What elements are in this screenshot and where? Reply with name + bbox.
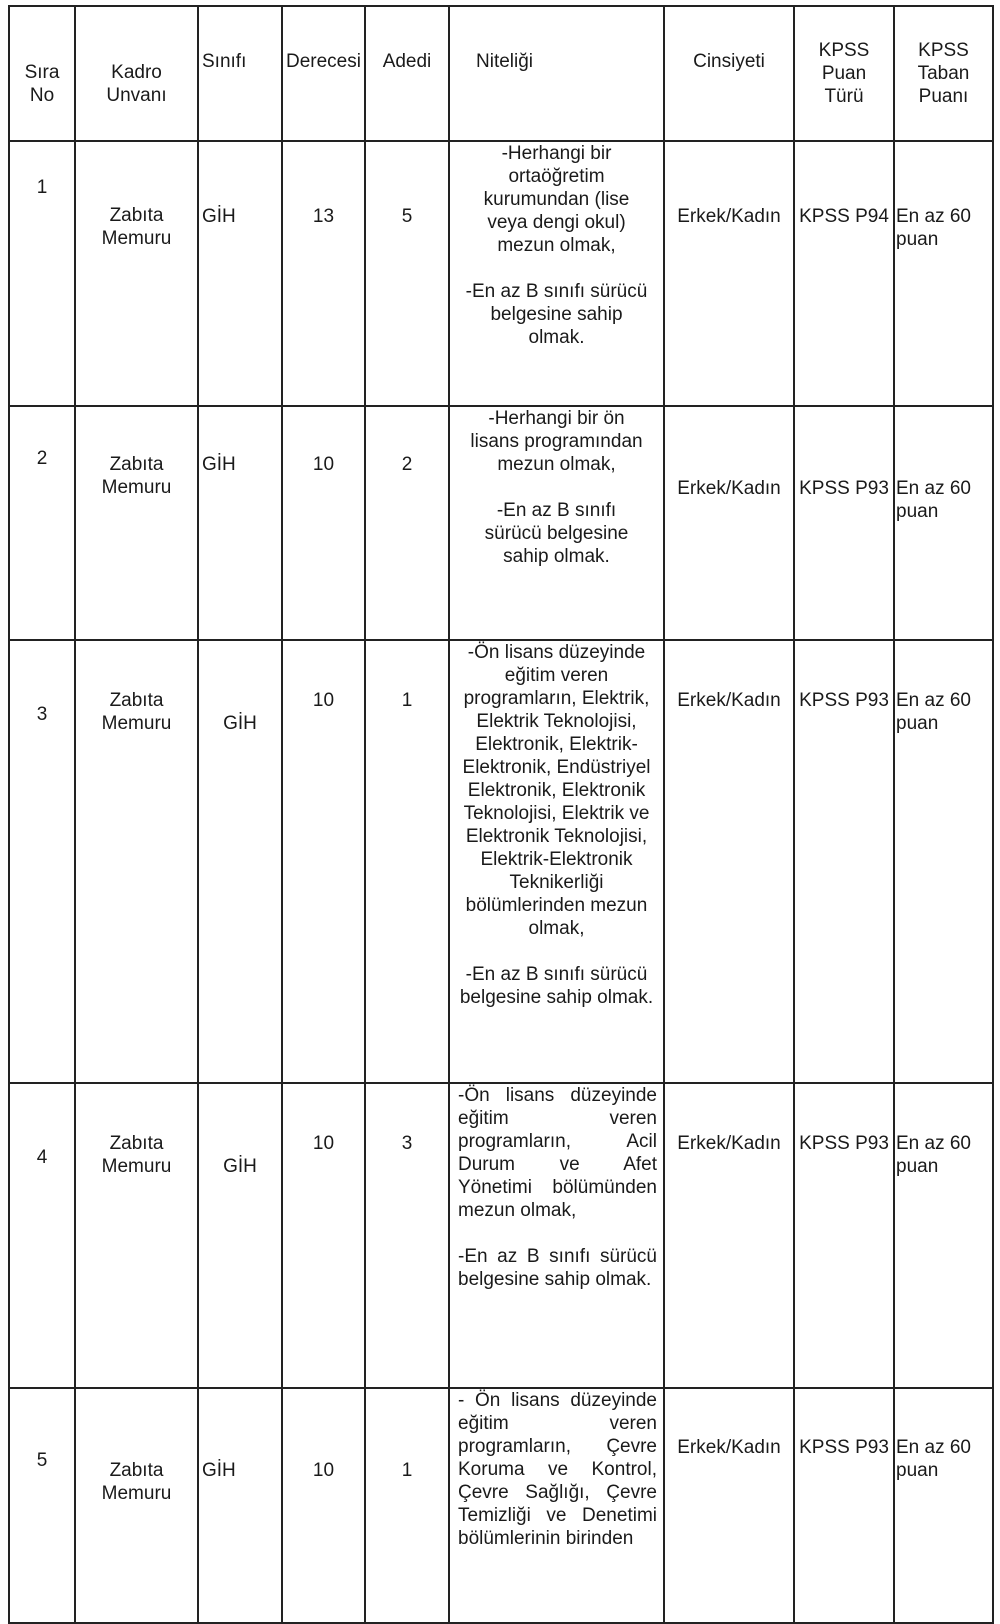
derecesi-cell: 10 [282,406,365,640]
puan-turu-cell: KPSS P93 [794,1083,894,1388]
adedi-cell: 3 [365,1083,449,1388]
niteligi-cell [449,1083,664,1388]
table-row [9,141,993,406]
sira-no-cell: 5 [9,1388,75,1623]
sira-no-cell: 3 [9,640,75,1083]
header-cinsiyeti: Cinsiyeti [664,6,794,141]
kadro-unvani-cell: Zabıta Memuru [75,1083,198,1388]
header-sira-no: Sıra No [9,6,75,141]
nitelik-text: -Herhangi bir ortaöğretim kurumundan (lise veya dengi okul) mezun olmak, [483,143,630,256]
header-kadro-unvani: Kadro Unvanı [75,6,198,141]
cinsiyeti-cell: Erkek/Kadın [664,1388,794,1623]
nitelik-text: -Herhangi bir ön lisans programından mezun olmak, [470,408,643,475]
cinsiyeti-cell: Erkek/Kadın [664,141,794,406]
niteligi-cell [449,640,664,1083]
taban-puani-cell: En az 60 puan [894,1388,993,1623]
taban-puani-cell: En az 60 puan [894,406,993,640]
puan-turu-cell: KPSS P94 [794,141,894,406]
job-positions-table [8,5,994,1624]
header-sinifi: Sınıfı [198,6,282,141]
header-derecesi: Derecesi [282,6,365,141]
puan-turu-cell: KPSS P93 [794,640,894,1083]
derecesi-cell: 10 [282,1388,365,1623]
cinsiyeti-cell: Erkek/Kadın [664,406,794,640]
table-row [9,640,993,1083]
sinifi-cell: GİH [198,1388,282,1623]
sinifi-cell: GİH [198,406,282,640]
nitelik-text: -En az B sınıfı sürücü belgesine sahip olmak. [484,500,629,567]
derecesi-cell: 10 [282,1083,365,1388]
adedi-cell: 1 [365,1388,449,1623]
table-row [9,1388,993,1623]
niteligi-cell [449,141,664,406]
cinsiyeti-cell: Erkek/Kadın [664,640,794,1083]
header-adedi: Adedi [365,6,449,141]
nitelik-text: -Ön lisans düzeyinde eğitim veren programların, Elektrik, Elektrik Teknolojisi, Elektronik, Elektrik-Elektronik, Endüstriyel Elektronik, Elektronik Teknolojisi, Elektrik ve Elektronik Teknolojisi, Elektrik-Elektronik Teknikerliği bölümlerinden mezun olmak, [462,642,651,939]
sinifi-cell: GİH [198,141,282,406]
taban-puani-cell: En az 60 puan [894,640,993,1083]
puan-turu-cell: KPSS P93 [794,406,894,640]
kadro-unvani-cell: Zabıta Memuru [75,1388,198,1623]
table-row [9,1083,993,1388]
nitelik-text: - Ön lisans düzeyinde eğitim veren programların, Çevre Koruma ve Kontrol, Çevre Sağlığı, Çevre Temizliği ve Denetimi bölümlerinin birinden [458,1390,657,1549]
header-niteligi: Niteliği [449,6,664,141]
taban-puani-cell: En az 60 puan [894,1083,993,1388]
nitelik-text: -En az B sınıfı sürücü belgesine sahip olmak. [465,281,648,348]
kadro-unvani-cell: Zabıta Memuru [75,406,198,640]
header-kpss-taban-puani: KPSS Taban Puanı [894,6,993,141]
nitelik-text: -En az B sınıfı sürücü belgesine sahip olmak. [458,1246,657,1290]
sinifi-cell: GİH [198,1083,282,1388]
nitelik-text: -Ön lisans düzeyinde eğitim veren programların, Acil Durum ve Afet Yönetimi bölümünden mezun olmak, [458,1085,657,1221]
adedi-cell: 5 [365,141,449,406]
kadro-unvani-cell: Zabıta Memuru [75,141,198,406]
header-kpss-puan-turu: KPSS Puan Türü [794,6,894,141]
sinifi-cell: GİH [198,640,282,1083]
header-row [9,6,993,141]
derecesi-cell: 10 [282,640,365,1083]
sira-no-cell: 4 [9,1083,75,1388]
sira-no-cell: 1 [9,141,75,406]
taban-puani-cell: En az 60 puan [894,141,993,406]
sira-no-cell: 2 [9,406,75,640]
adedi-cell: 1 [365,640,449,1083]
adedi-cell: 2 [365,406,449,640]
cinsiyeti-cell: Erkek/Kadın [664,1083,794,1388]
kadro-unvani-cell: Zabıta Memuru [75,640,198,1083]
nitelik-text: -En az B sınıfı sürücü belgesine sahip olmak. [459,964,654,1008]
derecesi-cell: 13 [282,141,365,406]
niteligi-cell [449,1388,664,1623]
table-row [9,406,993,640]
puan-turu-cell: KPSS P93 [794,1388,894,1623]
niteligi-cell [449,406,664,640]
